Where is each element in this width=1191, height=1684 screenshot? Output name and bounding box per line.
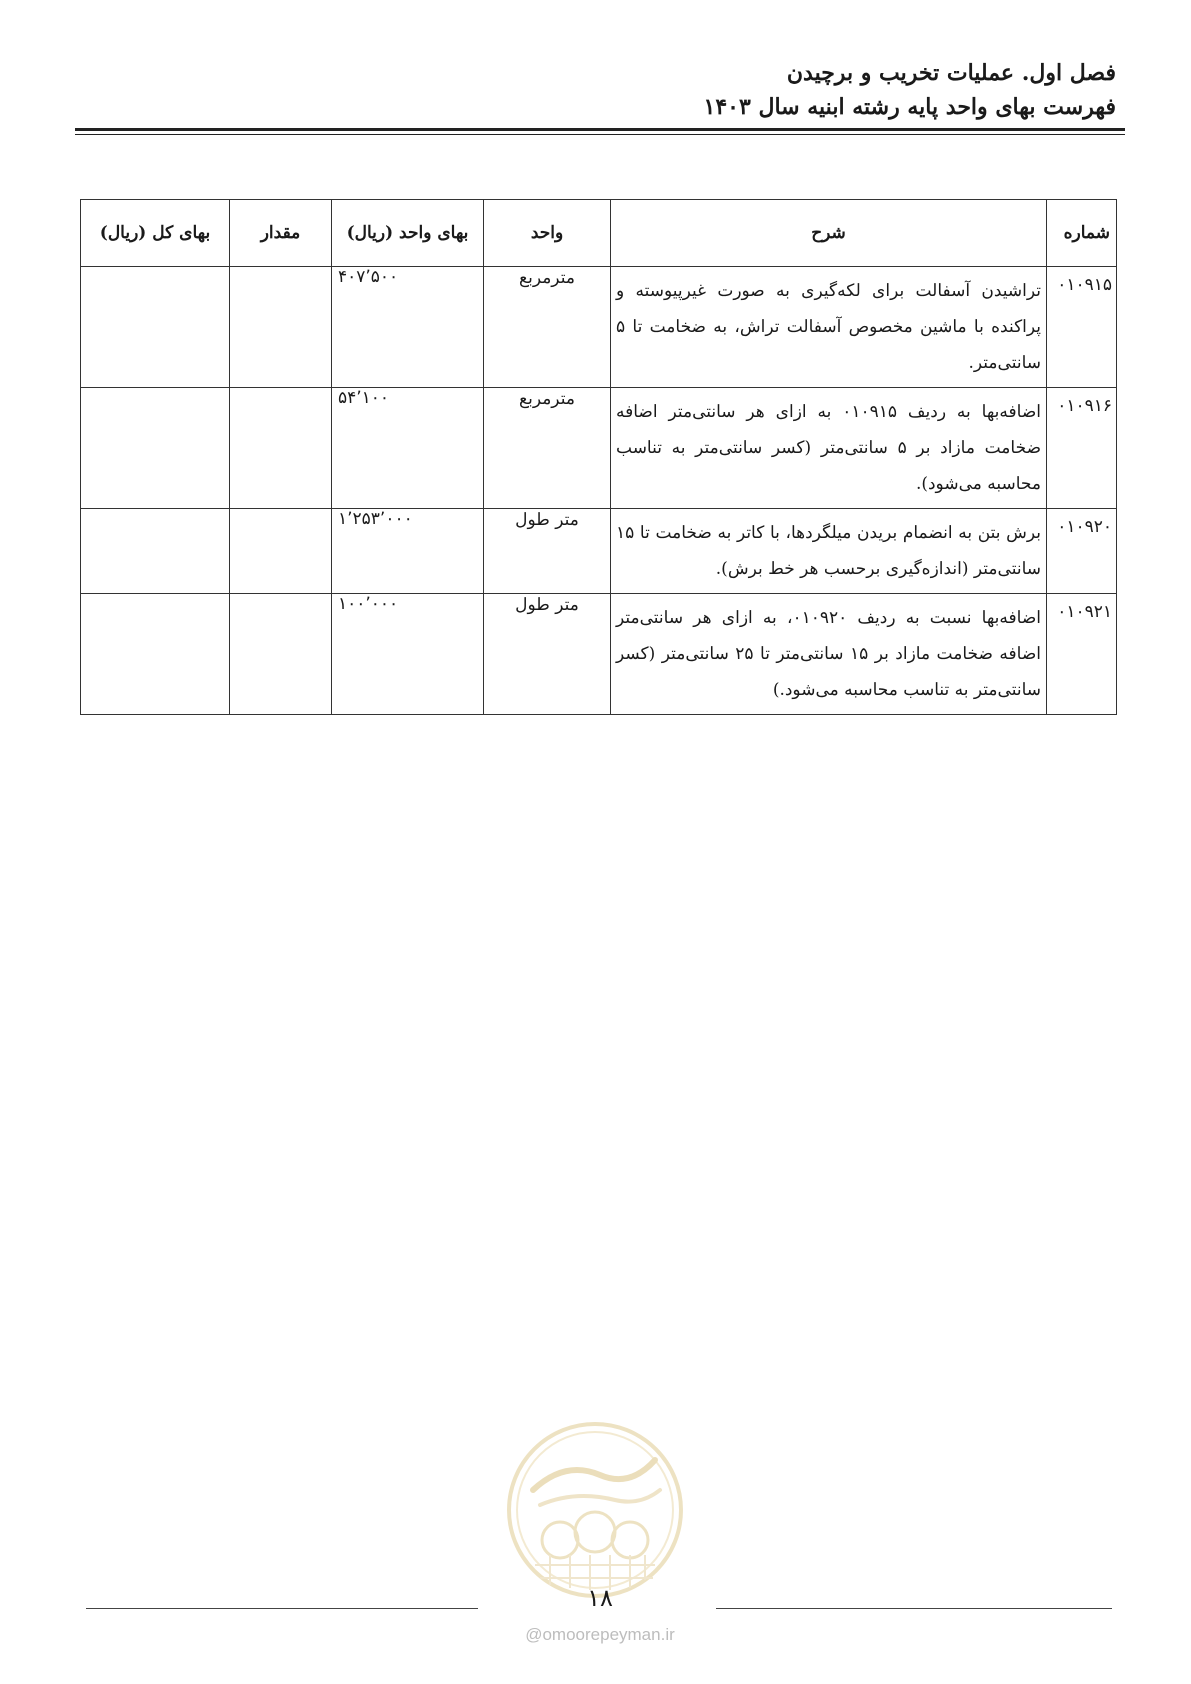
row-number: ۰۱۰۹۱۵ [1047, 267, 1117, 388]
row-unit-price: ۴۰۷٬۵۰۰ [332, 267, 484, 388]
row-unit: متر طول [484, 594, 611, 715]
row-quantity [230, 509, 332, 594]
row-quantity [230, 594, 332, 715]
row-unit-price: ۱٬۲۵۳٬۰۰۰ [332, 509, 484, 594]
watermark-url: @omoorepeyman.ir [525, 1625, 675, 1644]
row-description: تراشیدن آسفالت برای لکه‌گیری به صورت غیرپیوسته و پراکنده با ماشین مخصوص آسفالت تراش، به ضخامت تا ۵ سانتی‌متر. [611, 267, 1047, 388]
table-row [81, 509, 1117, 594]
header-divider-thick [75, 128, 1125, 131]
row-description: اضافه‌بها به ردیف ۰۱۰۹۱۵ به ازای هر سانتی‌متر اضافه ضخامت مازاد بر ۵ سانتی‌متر (کسر سانتی‌متر به تناسب محاسبه می‌شود). [611, 388, 1047, 509]
price-list-table [80, 199, 1117, 715]
row-number: ۰۱۰۹۲۱ [1047, 594, 1117, 715]
row-total [81, 509, 230, 594]
column-header-total: بهای کل (ریال) [81, 200, 230, 267]
column-header-number: شماره [1047, 200, 1117, 267]
table-row [81, 594, 1117, 715]
row-unit: متر طول [484, 509, 611, 594]
footer-divider-right [716, 1608, 1112, 1609]
header-divider-thin [75, 134, 1125, 135]
row-total [81, 594, 230, 715]
page-header [116, 56, 1116, 124]
footer-divider-left [86, 1608, 478, 1609]
row-number: ۰۱۰۹۲۰ [1047, 509, 1117, 594]
table-header-row [81, 200, 1117, 267]
row-unit: مترمربع [484, 267, 611, 388]
row-description: اضافه‌بها نسبت به ردیف ۰۱۰۹۲۰، به ازای هر سانتی‌متر اضافه ضخامت مازاد بر ۱۵ سانتی‌متر تا ۲۵ سانتی‌متر (کسر سانتی‌متر به تناسب محاسبه می‌شود.) [611, 594, 1047, 715]
column-header-unit: واحد [484, 200, 611, 267]
document-subtitle: فهرست بهای واحد پایه رشته ابنیه سال ۱۴۰۳ [703, 94, 1116, 120]
column-header-unit-price: بهای واحد (ریال) [332, 200, 484, 267]
page-number: ۱۸ [587, 1584, 613, 1612]
column-header-description: شرح [611, 200, 1047, 267]
table-row [81, 267, 1117, 388]
row-total [81, 388, 230, 509]
chapter-title: فصل اول. عملیات تخریب و برچیدن [786, 60, 1116, 86]
row-unit-price: ۱۰۰٬۰۰۰ [332, 594, 484, 715]
row-number: ۰۱۰۹۱۶ [1047, 388, 1117, 509]
row-unit: مترمربع [484, 388, 611, 509]
row-quantity [230, 267, 332, 388]
table-row [81, 388, 1117, 509]
row-description: برش بتن به انضمام بریدن میلگردها، با کاتر به ضخامت تا ۱۵ سانتی‌متر (اندازه‌گیری برحسب هر خط برش). [611, 509, 1047, 594]
column-header-quantity: مقدار [230, 200, 332, 267]
row-quantity [230, 388, 332, 509]
omoore-peyman-logo [505, 1420, 685, 1600]
row-total [81, 267, 230, 388]
row-unit-price: ۵۴٬۱۰۰ [332, 388, 484, 509]
